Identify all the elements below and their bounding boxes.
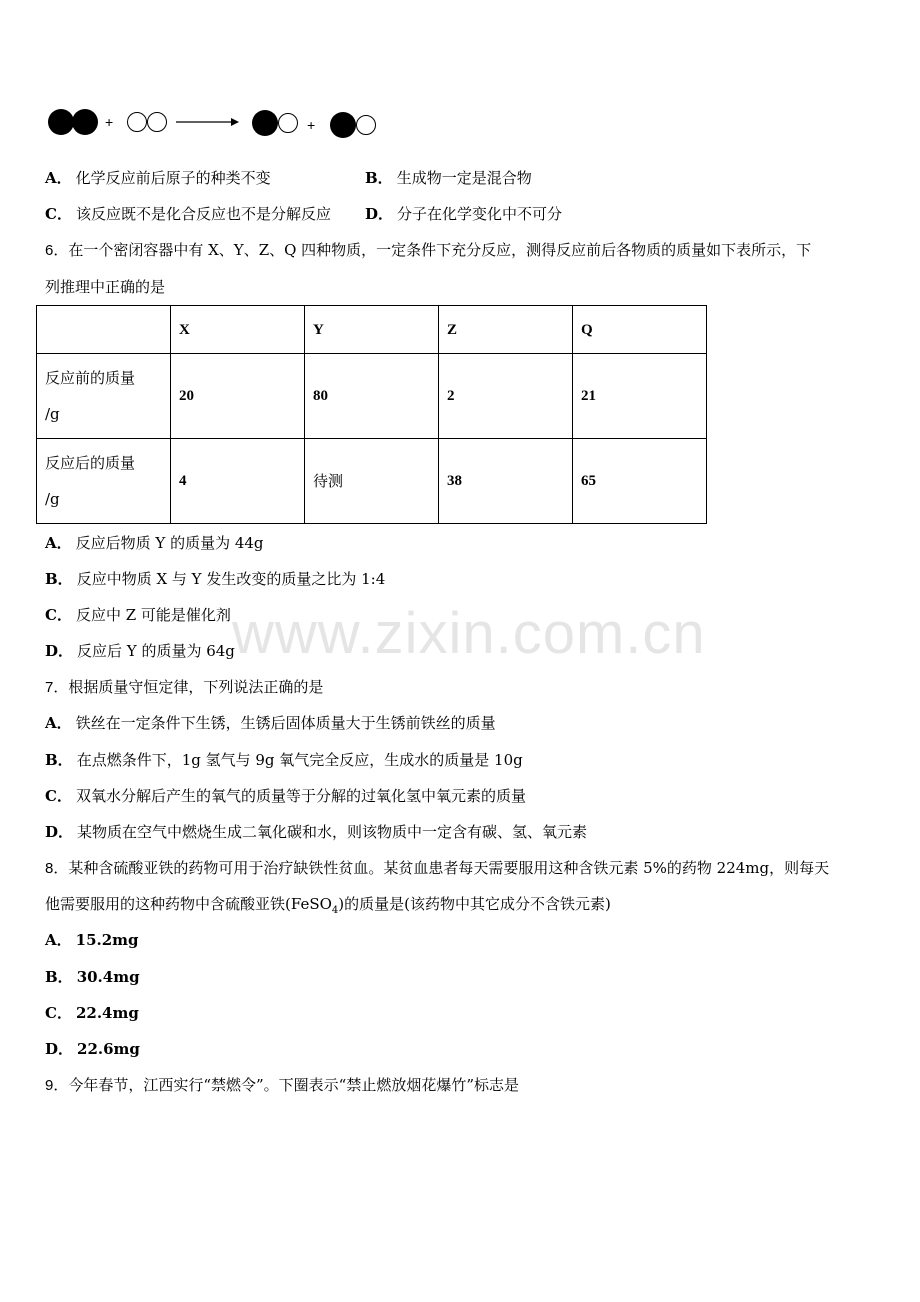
table-header-cell — [37, 306, 171, 354]
table-cell: 20 — [171, 354, 305, 439]
option-text: 15.2mg — [75, 931, 139, 949]
table-header-cell: Y — [305, 306, 439, 354]
option-label: C． — [45, 606, 72, 624]
option-text: 某物质在空气中燃烧生成二氧化碳和水，则该物质中一定含有碳、氢、氧元素 — [77, 823, 588, 841]
q7-option-d — [45, 822, 587, 842]
q6-option-d — [45, 641, 235, 661]
q7-option-a — [45, 713, 496, 733]
q6-option-b — [45, 569, 385, 589]
option-label: B． — [365, 169, 393, 187]
option-text: 化学反应前后原子的种类不变 — [75, 169, 271, 187]
q7-stem — [45, 677, 323, 698]
option-label: D． — [45, 823, 74, 841]
subscript: 4 — [331, 905, 339, 916]
option-label: B． — [45, 968, 73, 986]
question-number: 8． — [45, 860, 69, 877]
question-number: 9． — [45, 1077, 69, 1094]
table-header-cell: X — [171, 306, 305, 354]
option-label: A． — [45, 931, 72, 949]
q8-option-a — [45, 930, 139, 950]
q6-stem-line2: 列推理中正确的是 — [45, 278, 166, 296]
option-label: C． — [45, 787, 72, 805]
row-label-unit: /g — [45, 405, 60, 423]
plus-sign-2: + — [307, 117, 316, 133]
table-cell: 65 — [573, 439, 707, 524]
option-text: 在点燃条件下，1g 氢气与 9g 氧气完全反应，生成水的质量是 10g — [76, 751, 523, 769]
q8-option-c — [45, 1003, 139, 1023]
question-number: 6． — [45, 242, 69, 259]
option-text: 30.4mg — [76, 968, 140, 986]
table-header-row — [37, 306, 707, 354]
mass-table — [36, 305, 707, 524]
table-cell: 2 — [439, 354, 573, 439]
product-molecule-1 — [252, 110, 298, 136]
q6-option-a — [45, 533, 264, 553]
option-label: C． — [45, 205, 72, 223]
q7-option-c — [45, 786, 526, 806]
table-header-cell: Z — [439, 306, 573, 354]
table-header-cell: Q — [573, 306, 707, 354]
option-label: A． — [45, 534, 72, 552]
question-text: 在一个密闭容器中有 X、Y、Z、Q 四种物质，一定条件下充分反应，测得反应前后各物质的质量如下表所示，下 — [68, 241, 812, 259]
q8-option-d — [45, 1039, 140, 1059]
option-label: A． — [45, 169, 72, 187]
q6-stem-line1 — [45, 240, 811, 261]
option-text: 双氧水分解后产生的氧气的质量等于分解的过氧化氢中氧元素的质量 — [75, 787, 526, 805]
question-text: 根据质量守恒定律，下列说法正确的是 — [68, 678, 324, 696]
row-label — [37, 439, 171, 524]
table-cell: 80 — [305, 354, 439, 439]
q8-stem-line1 — [45, 858, 829, 879]
row-label-text: 反应前的质量 — [45, 369, 136, 387]
product-molecule-2 — [330, 112, 376, 138]
table-cell: 4 — [171, 439, 305, 524]
reactant-white-molecule — [128, 113, 167, 132]
question-text: 今年春节，江西实行“禁燃令”。下圈表示“禁止燃放烟花爆竹”标志是 — [68, 1076, 520, 1094]
reaction-diagram — [45, 104, 385, 142]
option-text: 反应后 Y 的质量为 64g — [77, 642, 235, 660]
option-text: 生成物一定是混合物 — [396, 169, 532, 187]
plus-sign-1: + — [105, 114, 114, 130]
q5-option-d — [365, 204, 562, 224]
q8-stem-line2 — [45, 894, 611, 921]
row-label — [37, 354, 171, 439]
question-text: 某种含硫酸亚铁的药物可用于治疗缺铁性贫血。某贫血患者每天需要服用这种含铁元素 5%的药物 224mg，则每天 — [68, 859, 830, 877]
option-label: C． — [45, 1004, 72, 1022]
option-label: A． — [45, 714, 72, 732]
option-text: 反应中物质 X 与 Y 发生改变的质量之比为 1:4 — [76, 570, 386, 588]
option-label: D． — [365, 205, 394, 223]
q7-option-b — [45, 750, 523, 770]
question-text: 他需要服用的这种药物中含硫酸亚铁(FeSO — [45, 895, 332, 913]
row-label-text: 反应后的质量 — [45, 454, 136, 472]
q8-option-b — [45, 967, 140, 987]
question-text: )的质量是(该药物中其它成分不含铁元素) — [338, 895, 611, 913]
reaction-arrow — [176, 118, 239, 126]
option-text: 分子在化学变化中不可分 — [397, 205, 563, 223]
question-number: 7． — [45, 679, 69, 696]
option-text: 22.6mg — [77, 1040, 140, 1058]
option-label: B． — [45, 570, 73, 588]
option-label: D． — [45, 1040, 74, 1058]
q6-option-c — [45, 605, 231, 625]
table-cell: 38 — [439, 439, 573, 524]
option-text: 反应中 Z 可能是催化剂 — [75, 606, 231, 624]
q5-option-b — [365, 168, 532, 188]
option-label: B． — [45, 751, 73, 769]
q9-stem — [45, 1075, 519, 1096]
watermark: www.zixin.com.cn — [232, 601, 706, 666]
q5-option-a — [45, 168, 271, 188]
option-label: D． — [45, 642, 74, 660]
option-text: 22.4mg — [75, 1004, 139, 1022]
row-label-unit: /g — [45, 490, 60, 508]
reactant-black-molecule — [48, 109, 98, 135]
table-cell: 21 — [573, 354, 707, 439]
table-row — [37, 439, 707, 524]
option-text: 反应后物质 Y 的质量为 44g — [75, 534, 264, 552]
q5-option-c — [45, 204, 331, 224]
table-cell: 待测 — [305, 439, 439, 524]
option-text: 该反应既不是化合反应也不是分解反应 — [75, 205, 331, 223]
table-row — [37, 354, 707, 439]
option-text: 铁丝在一定条件下生锈，生锈后固体质量大于生锈前铁丝的质量 — [75, 714, 496, 732]
